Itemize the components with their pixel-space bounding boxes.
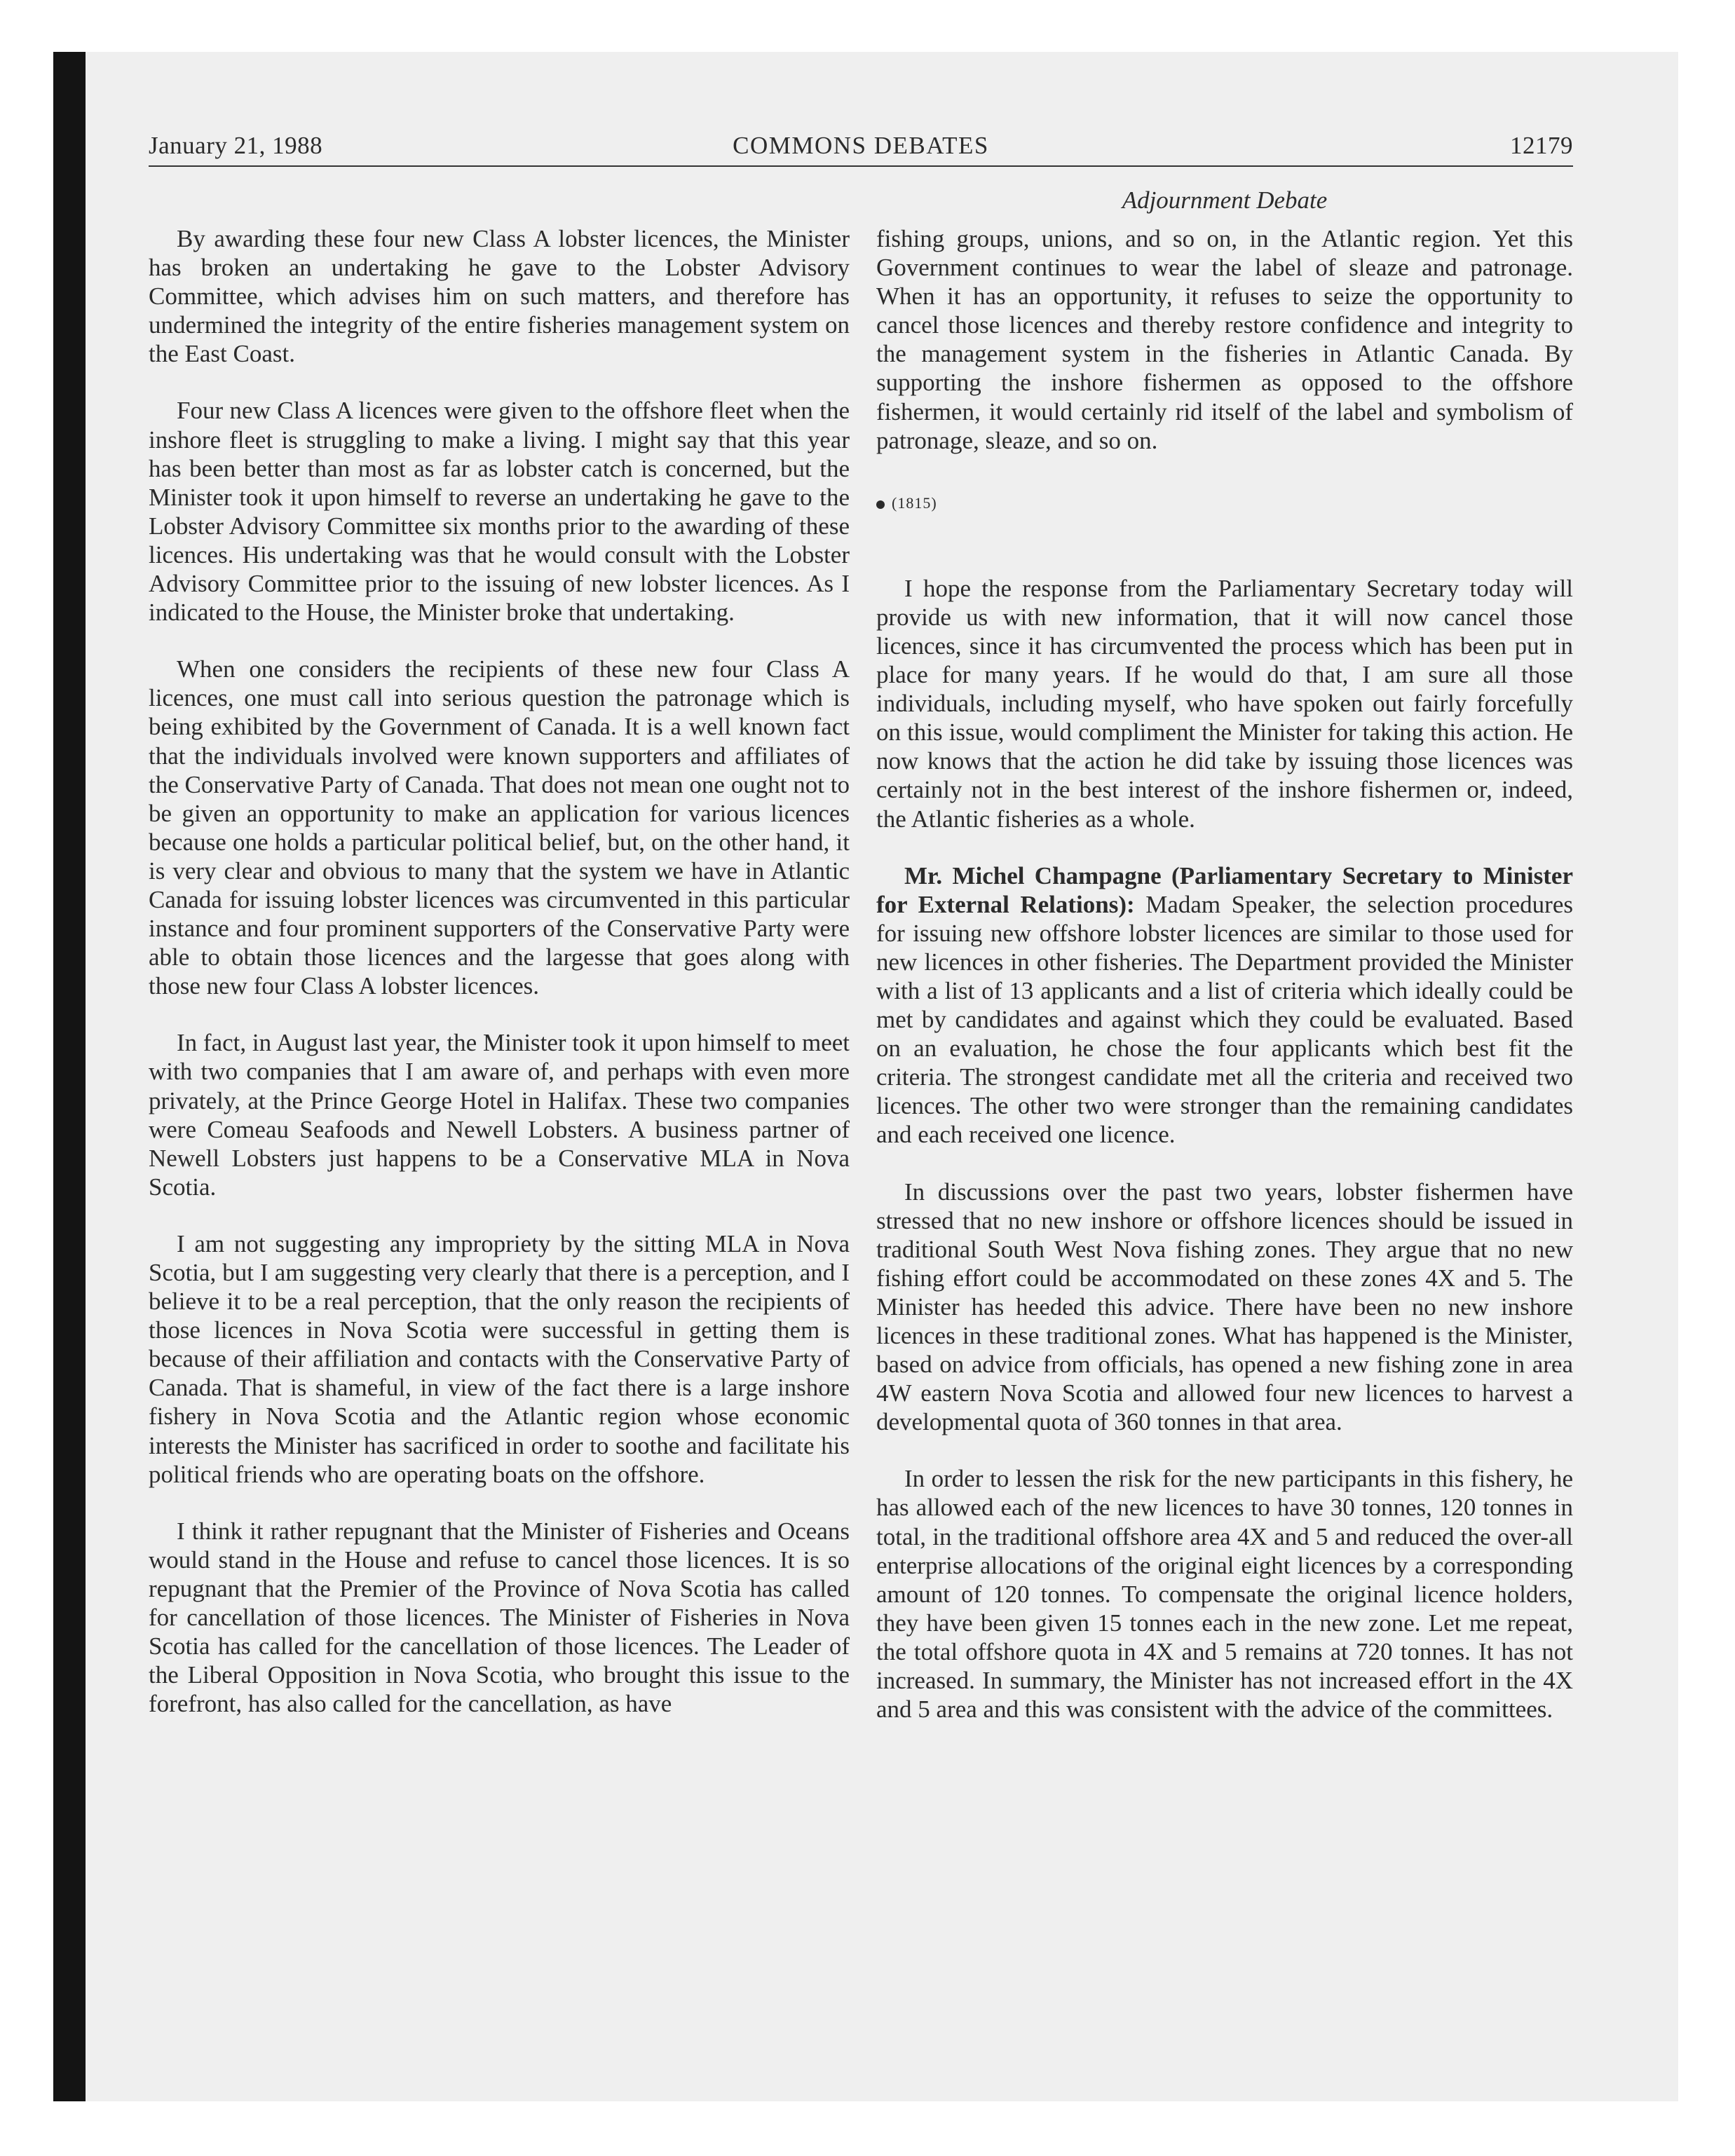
header-rule [149, 165, 1573, 167]
scan-edge-shadow [53, 52, 86, 2101]
bullet-icon [876, 500, 885, 509]
header-page-number: 12179 [1510, 132, 1573, 159]
right-column [876, 224, 1573, 1752]
left-paragraph-6: I think it rather repugnant that the Minister of Fisheries and Oceans would stand in the House and refuse to cancel those licences. It is so repugnant that the Premier of the Province of Nova Scotia has called for cancellation of those licences. The Minister of Fisheries in Nova Scotia has called for the cancellation of those licences. The Leader of the Liberal Opposition in Nova Scotia, who brought this issue to the forefront, has also called for the cancellation, as have [149, 1517, 850, 1718]
right-paragraph-2: In discussions over the past two years, lobster fishermen have stressed that no new inshore or offshore licences should be issued in traditional South West Nova fishing zones. They argue that no new fishing effort could be accommodated on these zones 4X and 5. The Minister has heeded this advice. There have been no new inshore licences in these traditional zones. What has happened is the Minister, based on advice from officials, has opened a new fishing zone in area 4W eastern Nova Scotia and allowed four new licences to harvest a developmental quota of 360 tonnes in that area. [876, 1178, 1573, 1436]
left-paragraph-3: When one considers the recipients of these new four Class A licences, one must call into serious question the patronage which is being exhibited by the Government of Canada. It is a well known fact that the individuals involved were known supporters and affiliates of the Conservative Party of Canada. That does not mean one ought not to be given an opportunity to make an application for various licences because one holds a particular political belief, but, on the other hand, it is very clear and obvious to many that the system we have in Atlantic Canada for issuing lobster licences was circumvented in this particular instance and four prominent supporters of the Conservative Party were able to obtain those licences and the largesse that goes along with those new four Class A lobster licences. [149, 655, 850, 1000]
time-marker-text: (1815) [892, 493, 937, 512]
header-date: January 21, 1988 [149, 132, 323, 159]
right-paragraph-1: I hope the response from the Parliamentary Secretary today will provide us with new information, that it will now cancel those licences, since it has circumvented the process which has been put in place for many years. If he would do that, I am sure all those individuals, including myself, who have spoken out fairly forcefully on this issue, would compliment the Minister for taking this action. He now knows that the action he did take by issuing those licences was certainly not in the best interest of the inshore fishermen or, indeed, the Atlantic fisheries as a whole. [876, 574, 1573, 833]
section-title: Adjournment Debate [1122, 186, 1328, 214]
left-paragraph-2: Four new Class A licences were given to the offshore fleet when the inshore fleet is struggling to make a living. I might say that this year has been better than most as far as lobster catch is concerned, but the Minister took it upon himself to reverse an undertaking he gave to the Lobster Advisory Committee six months prior to the awarding of these licences. His undertaking was that he would consult with the Lobster Advisory Committee prior to the issuing of new lobster licences. As I indicated to the House, the Minister broke that undertaking. [149, 397, 850, 627]
speaker-name: Mr. Michel Champagne (Parliamentary Secretary to Minister for External Relations): [876, 861, 1573, 918]
left-paragraph-4: In fact, in August last year, the Minister took it upon himself to meet with two companies that I am aware of, and perhaps with even more privately, at the Prince George Hotel in Halifax. These two companies were Comeau Seafoods and Newell Lobsters. A business partner of Newell Lobsters just happens to be a Conservative MLA in Nova Scotia. [149, 1029, 850, 1201]
right-continuation-paragraph: fishing groups, unions, and so on, in the Atlantic region. Yet this Government continues to wear the label of sleaze and patronage. When it has an opportunity, it refuses to seize the opportunity to cancel those licences and thereby restore confidence and integrity to the management system in the fisheries in Atlantic Canada. By supporting the inshore fishermen as opposed to the offshore fishermen, it would certainly rid itself of the label and symbolism of patronage, sleaze, and so on. [876, 225, 1573, 454]
header-publication: COMMONS DEBATES [733, 132, 989, 159]
left-paragraph-5: I am not suggesting any impropriety by the sitting MLA in Nova Scotia, but I am suggesting very clearly that there is a perception, and I believe it to be a real perception, that the only reason the recipients of those licences in Nova Scotia were successful in getting them is because of their affiliation and contacts with the Conservative Party of Canada. That is shameful, in view of the fact there is a large inshore fishery in Nova Scotia and the Atlantic region whose economic interests the Minister has sacrificed in order to soothe and facilitate his political friends who are operating boats on the offshore. [149, 1229, 850, 1488]
left-column [149, 224, 850, 1746]
time-marker [876, 493, 1573, 514]
speaker-text: Madam Speaker, the selection procedures for issuing new offshore lobster licences are similar to those used for new licences in other fisheries. The Department provided the Minister with a list of 13 applicants and a list of criteria which ideally could be met by candidates and against which they could be evaluated. Based on an evaluation, he chose the four applicants which best fit the criteria. The strongest candidate met all the criteria and received two licences. The other two were stronger than the remaining candidates and each received one licence. [876, 890, 1573, 1149]
left-paragraph-1: By awarding these four new Class A lobster licences, the Minister has broken an undertaking he gave to the Lobster Advisory Committee, which advises him on such matters, and therefore has undermined the integrity of the entire fisheries management system on the East Coast. [149, 225, 850, 368]
speaker-paragraph [876, 861, 1573, 1149]
page-header [149, 128, 1573, 164]
right-paragraph-3: In order to lessen the risk for the new participants in this fishery, he has allowed each of the new licences to have 30 tonnes, 120 tonnes in total, in the traditional offshore area 4X and 5 and reduced the over-all enterprise allocations of the original eight licences by a corresponding amount of 120 tonnes. To compensate the original licence holders, they have been given 15 tonnes each in the new zone. Let me repeat, the total offshore quota in 4X and 5 remains at 720 tonnes. It has not increased. In summary, the Minister has not increased effort in the 4X and 5 area and this was consistent with the advice of the committees. [876, 1465, 1573, 1724]
